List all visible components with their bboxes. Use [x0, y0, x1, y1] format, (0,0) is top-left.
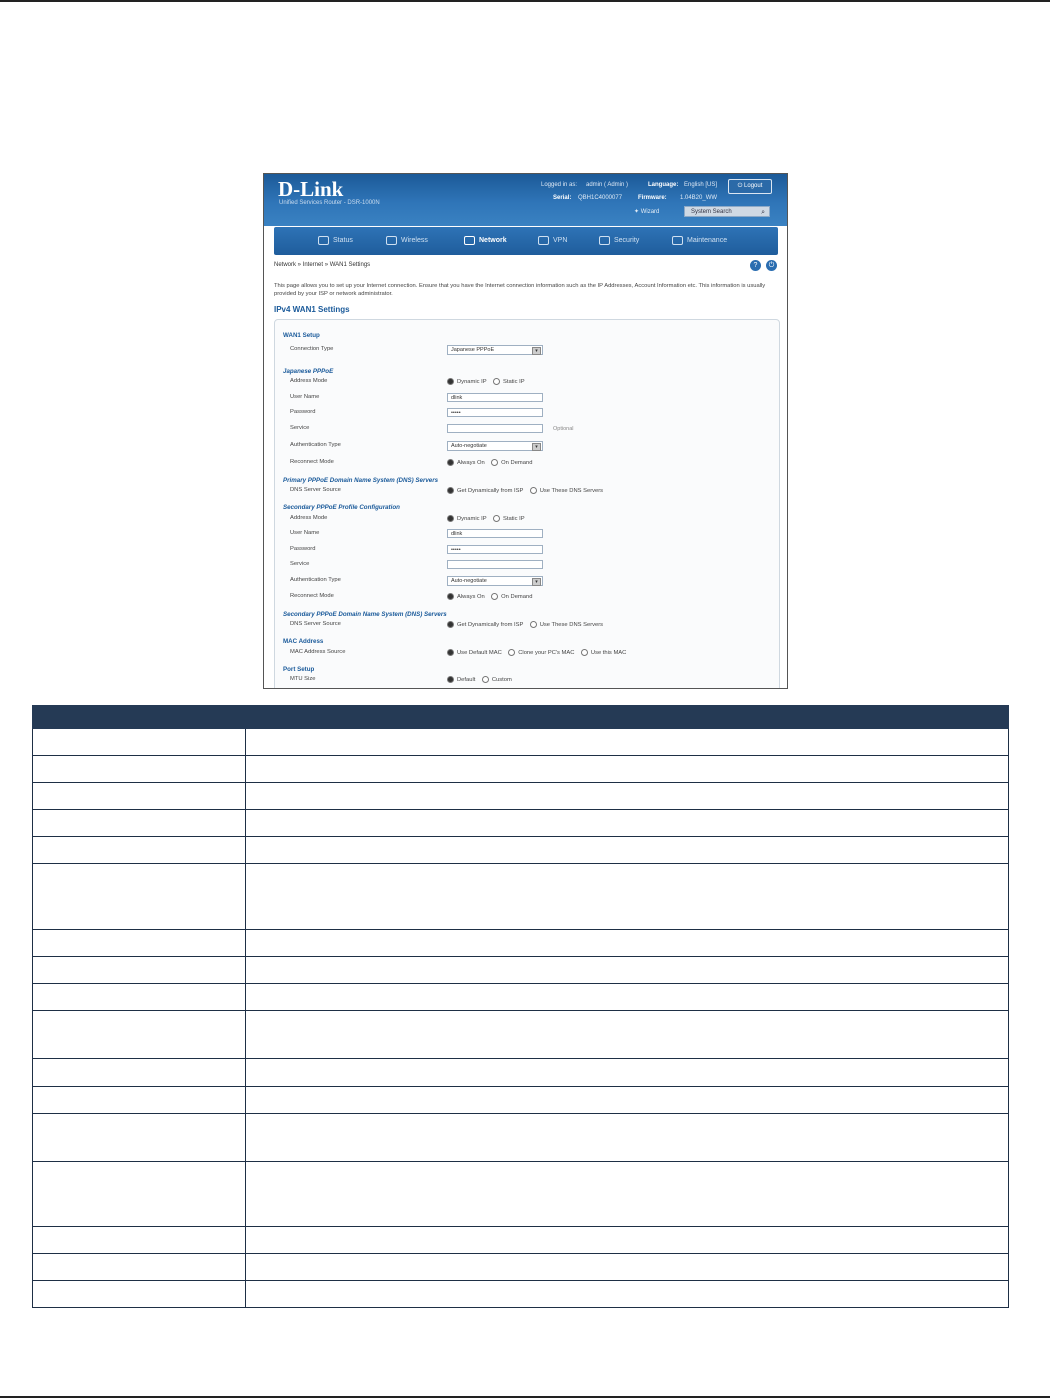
secondary-dns-radios: [447, 621, 603, 628]
on-demand-label: On Demand: [501, 460, 533, 467]
sec-service-label: Service: [290, 561, 310, 567]
logo-subtitle: Unified Services Router - DSR-1000N: [279, 200, 380, 206]
radio-mac-default[interactable]: [447, 649, 454, 656]
help-icon[interactable]: ?: [750, 260, 761, 271]
connection-type-label: Connection Type: [290, 346, 334, 352]
secondary-dns-opt2-label: Use These DNS Servers: [539, 622, 604, 629]
mtu-default-label: Default: [457, 677, 476, 684]
sec-password-input[interactable]: •••••: [447, 545, 543, 554]
service-label: Service: [290, 425, 310, 431]
sec-static-ip-label: Static IP: [502, 516, 525, 523]
table-header-row: [33, 706, 1009, 729]
mac-source-label: MAC Address Source: [290, 649, 346, 655]
logout-label: Logout: [744, 183, 763, 189]
table-row: [33, 1281, 1009, 1308]
radio-dynamic-ip[interactable]: [447, 378, 454, 385]
radio-secondary-dns-manual[interactable]: [530, 621, 537, 628]
table-row: [33, 864, 1009, 930]
radio-sec-dynamic-ip[interactable]: [447, 515, 454, 522]
mac-title: MAC Address: [283, 638, 324, 645]
connection-type-select[interactable]: [447, 345, 543, 355]
table-cell: [246, 810, 1009, 837]
table-cell: [246, 1281, 1009, 1308]
radio-mtu-default[interactable]: [447, 676, 454, 683]
static-ip-label: Static IP: [502, 379, 525, 386]
table-cell: [33, 837, 246, 864]
sec-reconnect-radios: [447, 593, 532, 600]
table-cell: [246, 783, 1009, 810]
table-row: [33, 1254, 1009, 1281]
logged-in-user[interactable]: admin ( Admin ): [586, 182, 629, 188]
dlink-logo: D-Link: [278, 177, 344, 201]
router-header: [264, 174, 787, 226]
sec-on-demand-label: On Demand: [501, 594, 533, 601]
auth-type-label: Authentication Type: [290, 442, 341, 448]
japanese-pppoe-title: Japanese PPPoE: [283, 368, 334, 375]
table-row: [33, 783, 1009, 810]
lock-icon: [599, 236, 610, 245]
mtu-custom-label: Custom: [491, 677, 512, 684]
sec-address-mode-radios: [447, 515, 525, 522]
table-cell: [33, 984, 246, 1011]
table-row: [33, 957, 1009, 984]
table-cell: [33, 756, 246, 783]
table-cell: [246, 1011, 1009, 1059]
table-cell: [33, 864, 246, 930]
table-cell: [33, 1059, 246, 1087]
radio-mac-custom[interactable]: [581, 649, 588, 656]
sec-user-name-label: User Name: [290, 530, 320, 536]
mac-opt1-label: Use Default MAC: [457, 650, 502, 657]
language-value[interactable]: English [US]: [684, 182, 718, 188]
table-row: [33, 1059, 1009, 1087]
nav-maintenance-label: Maintenance: [687, 237, 728, 244]
secondary-dns-source-label: DNS Server Source: [290, 621, 341, 627]
sec-always-on-label: Always On: [457, 594, 485, 601]
table-cell: [246, 756, 1009, 783]
chevron-down-icon: ▾: [532, 443, 541, 451]
header-cell-field: [33, 706, 246, 729]
auth-type-value: Auto-negotiate: [451, 443, 487, 449]
table-cell: [246, 1087, 1009, 1114]
sec-user-name-input[interactable]: dlink: [447, 529, 543, 538]
primary-dns-opt2-label: Use These DNS Servers: [539, 488, 604, 495]
table-row: [33, 984, 1009, 1011]
primary-dns-title: Primary PPPoE Domain Name System (DNS) Servers: [283, 477, 439, 484]
secondary-dns-opt1-label: Get Dynamically from ISP: [457, 622, 524, 629]
search-icon[interactable]: ⌕: [761, 209, 765, 216]
always-on-label: Always On: [457, 460, 485, 467]
nav-vpn[interactable]: [538, 227, 567, 255]
intro-text: This page allows you to set up your Internet connection. Ensure that you have the Internet connection information such as the IP Addresses, Account Information etc. This information is usually provided by your ISP or network administrator.: [274, 283, 766, 297]
table-cell: [33, 810, 246, 837]
table-cell: [246, 864, 1009, 930]
optional-hint: Optional: [553, 426, 574, 432]
dynamic-ip-label: Dynamic IP: [457, 379, 487, 386]
sec-password-label: Password: [290, 546, 316, 552]
network-icon: [464, 236, 475, 245]
table-cell: [246, 1114, 1009, 1162]
table-cell: [33, 957, 246, 984]
firmware-value: 1.04B20_WW: [680, 195, 718, 201]
radio-sec-on-demand[interactable]: [491, 593, 498, 600]
mac-opt3-label: Use this MAC: [590, 650, 627, 657]
chevron-down-icon: ▾: [532, 347, 541, 355]
reconnect-mode-label: Reconnect Mode: [290, 459, 334, 465]
table-cell: [33, 930, 246, 957]
service-input[interactable]: [447, 424, 543, 433]
table-cell: [246, 1162, 1009, 1227]
sec-auth-type-value: Auto-negotiate: [451, 578, 487, 584]
primary-dns-source-label: DNS Server Source: [290, 487, 341, 493]
breadcrumb: Network » Internet » WAN1 Settings: [274, 262, 371, 268]
serial-label: Serial:: [553, 195, 572, 201]
wifi-icon: [386, 236, 397, 245]
table-row: [33, 729, 1009, 756]
nav-security-label: Security: [614, 237, 640, 244]
description-table: [32, 705, 1009, 1308]
table-row: [33, 756, 1009, 783]
table-cell: [33, 1254, 246, 1281]
reconnect-mode-radios: [447, 459, 532, 466]
search-placeholder: System Search: [691, 209, 732, 215]
cloud-icon: [538, 236, 549, 245]
table-row: [33, 1011, 1009, 1059]
table-row: [33, 1114, 1009, 1162]
serial-value: QBH1C4000077: [578, 195, 623, 201]
table-row: [33, 930, 1009, 957]
sec-reconnect-label: Reconnect Mode: [290, 593, 334, 599]
nav-security[interactable]: [599, 227, 639, 255]
table-cell: [246, 984, 1009, 1011]
sec-auth-type-label: Authentication Type: [290, 577, 341, 583]
mac-opt2-label: Clone your PC's MAC: [518, 650, 575, 657]
nav-network-label: Network: [479, 237, 507, 244]
table-cell: [33, 1011, 246, 1059]
secondary-dns-title: Secondary PPPoE Domain Name System (DNS) Servers: [283, 611, 447, 618]
router-screenshot: [263, 173, 788, 689]
table-row: [33, 837, 1009, 864]
table-cell: [246, 930, 1009, 957]
gear-icon: [672, 236, 683, 245]
radio-primary-dns-manual[interactable]: [530, 487, 537, 494]
table-cell: [33, 1281, 246, 1308]
table-cell: [33, 783, 246, 810]
table-cell: [246, 837, 1009, 864]
nav-wireless-label: Wireless: [401, 237, 428, 244]
radio-static-ip[interactable]: [493, 378, 500, 385]
language-label: Language:: [648, 182, 679, 188]
secondary-profile-title: Secondary PPPoE Profile Configuration: [283, 504, 400, 511]
table-cell: [33, 1162, 246, 1227]
radio-mac-clone[interactable]: [508, 649, 515, 656]
nav-wireless[interactable]: [386, 227, 428, 255]
logout-button[interactable]: [728, 179, 772, 194]
radio-sec-static-ip[interactable]: [493, 515, 500, 522]
power-icon: ⏻: [737, 183, 745, 189]
table-cell: [246, 957, 1009, 984]
address-mode-label: Address Mode: [290, 378, 328, 384]
primary-dns-radios: [447, 487, 603, 494]
radio-on-demand[interactable]: [491, 459, 498, 466]
sec-dynamic-ip-label: Dynamic IP: [457, 516, 487, 523]
nav-maintenance[interactable]: [672, 227, 727, 255]
nav-status[interactable]: [318, 227, 353, 255]
settings-panel: [274, 319, 780, 689]
radio-primary-dns-dynamic[interactable]: [447, 487, 454, 494]
table-row: [33, 1162, 1009, 1227]
main-nav: [274, 227, 778, 255]
logout-round-icon[interactable]: ⏻: [766, 260, 777, 271]
user-name-input[interactable]: dlink: [447, 393, 543, 402]
sec-auth-type-select[interactable]: [447, 576, 543, 586]
top-rule: [0, 0, 1050, 2]
nav-vpn-label: VPN: [553, 237, 568, 244]
sec-address-mode-label: Address Mode: [290, 515, 328, 521]
radio-always-on[interactable]: [447, 459, 454, 466]
bottom-rule: [0, 1396, 1050, 1398]
connection-type-value: Japanese PPPoE: [451, 347, 495, 353]
table-cell: [246, 1059, 1009, 1087]
auth-type-select[interactable]: [447, 441, 543, 451]
nav-network[interactable]: [464, 227, 507, 255]
logged-in-label: Logged in as:: [541, 182, 578, 188]
table-cell: [33, 1087, 246, 1114]
radio-mtu-custom[interactable]: [482, 676, 489, 683]
system-search-input[interactable]: [684, 206, 770, 217]
chevron-down-icon: ▾: [532, 578, 541, 586]
password-input[interactable]: •••••: [447, 408, 543, 417]
wizard-label: Wizard: [640, 209, 660, 215]
table-cell: [246, 1254, 1009, 1281]
table-cell: [246, 729, 1009, 756]
nav-status-label: Status: [333, 237, 353, 244]
table-row: [33, 1087, 1009, 1114]
header-cell-description: [246, 706, 1009, 729]
table-row: [33, 810, 1009, 837]
user-name-label: User Name: [290, 394, 320, 400]
table-row: [33, 1227, 1009, 1254]
table-cell: [246, 1227, 1009, 1254]
address-mode-radios: [447, 378, 525, 385]
wand-icon: ✦: [634, 209, 641, 215]
table-cell: [33, 1114, 246, 1162]
sec-service-input[interactable]: [447, 560, 543, 569]
mtu-radios: [447, 676, 512, 683]
radio-sec-always-on[interactable]: [447, 593, 454, 600]
page-title: IPv4 WAN1 Settings: [274, 305, 350, 314]
wan-setup-title: WAN1 Setup: [283, 332, 320, 339]
gauge-icon: [318, 236, 329, 245]
port-setup-title: Port Setup: [283, 666, 315, 673]
primary-dns-opt1-label: Get Dynamically from ISP: [457, 488, 524, 495]
radio-secondary-dns-dynamic[interactable]: [447, 621, 454, 628]
password-label: Password: [290, 409, 316, 415]
wizard-link[interactable]: [634, 208, 659, 215]
table-cell: [33, 729, 246, 756]
mac-source-radios: [447, 649, 626, 656]
mtu-label: MTU Size: [290, 676, 316, 682]
firmware-label: Firmware:: [638, 195, 667, 201]
table-cell: [33, 1227, 246, 1254]
